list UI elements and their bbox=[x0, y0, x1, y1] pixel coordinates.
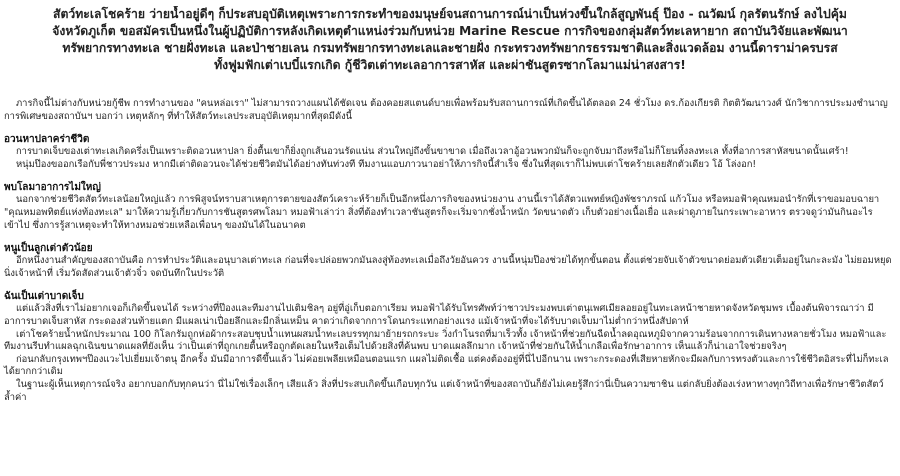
section-heading: พบโลมาอาการไม่ใหญ่ bbox=[4, 182, 101, 194]
headline-line: ทั้งฟูมฟักเต่าเบบี๋แรกเกิด กู้ชีวิตเต่าทะเลอาการสาหัส และผ่าชันสูตรซากโลมาแม่น่าสงสาร! bbox=[214, 58, 686, 72]
section-paragraph: หนุ่มป๊องขออกเรือกับพี่ชาวประมง หากมีเต่าติดอวนจะได้ช่วยชีวิตมันได้อย่างทันท่วงที ทีมงานแอบภาวนาอย่าให้ภารกิจนี้สำเร็จ ซึ่งในที่สุดเราก็ไม่พบเต่าโชคร้ายเลยสักตัวเดียว โอ้ โล่งอก! bbox=[16, 158, 757, 170]
section-paragraph: ก่อนกลับกรุงเทพฯป๊องแวะไปเยี่ยมเจ้าตนุ อีกครั้ง มันมีอาการดีขึ้นแล้ว ไม่ค่อยเพลียเหมือนตอนแรก แผลไม่ติดเชื้อ แต่คงต้องอยู่ที่นี่ไปอีกนาน เพราะกระดองที่เสียหายหักจะมีผลกับการทรงตัวและการใช้ชีวิตอิสระที่ไม่ก็ทะเลได้ยากกว่าเดิม bbox=[4, 353, 889, 378]
section-paragraph: แต่แล้วสิ่งที่เราไม่อยากเจอก็เกิดขึ้นจนได้ ระหว่างที่ป๊องและทีมงานไปเติมชิลๆ อยู่ที่อู่เก็บตอกาเรียม หมอฟ้าได้รับโทรศัพท์ว่าชาวประมงพบเต่าตนุเพศเมียลอยอยู่ในทะเลหน้าชายหาดจังหวัดชุมพร เบื้องต้นพิจารณาว่า มีอาการบาดเจ็บสาหัส กระดองส่วนท้ายแตก มีแผลเน่าเปื่อยลึกและมีกลิ่นเหม็น คาดว่าเกิดจากการโดนกระแทกอย่างแรง แม้เจ้าหน้าที่จะได้รับบาดเจ็บมาไม่ต่ำกว่าหนึ่งสัปดาห์ bbox=[4, 303, 874, 327]
section-paragraph: ในฐานะผู้เห็นเหตุการณ์จริง อยากบอกกับทุกคนว่า นี่ไม่ใช่เรื่องเล็กๆ เสียแล้ว สิ่งที่ประสบเกิดขึ้นเกือบทุกวัน แต่เจ้าหน้าที่ของสถาบันก็ยังไม่เคยรู้สึกว่านี่เป็นความซาชิน แต่กลับยิ่งต้องเร่งหาทางทุกวิถีทางเพื่อรักษาชีวิตสัตว์ล้ำค่า bbox=[4, 378, 884, 403]
section-paragraph: การบาดเจ็บของเต่าทะเลเกิดครึ่งเป็นเพราะติดอวนหาปลา ยิ่งตื้นเขาก็ยิ่งถูกเส้นอวนรัดแน่น ส่วนใหญ่ถึงขั้นขาขาด เมื่อถึงเวลาอู้อวนพวกมันก็จะถูกจับมาถึงหรือไม่ก็โยนทิ้งลงทะเล ทั้งที่อาการสาหัสขนาดนั้นเศร้า! bbox=[16, 146, 849, 158]
section-heading: หนูเป็นลูกเต่าตัวน้อย bbox=[4, 243, 93, 255]
article-headline bbox=[4, 6, 896, 74]
section-paragraph: เต่าโชคร้ายน้ำหนักประมาณ 100 กิโลกรัมถูกห่อผ้ากระสอบชุบน้ำแทนผสมน้ำทะเลบรรทุกมาย้ายรถกระบะ วิ่งกำโนรถที่มาเร็วทั้ง เจ้าหน้าที่ช่วยกันฉีดน้ำลดอุณหภูมิจากความร้อนจากการเดินทางหลายชั่วโมง หมอฟ้าและทีมงานรีบทำแผลฉุกเฉินขนาดแผลที่ยังเห็น ว่าเป็นเต่าที่ถูกเกยตื้นหรือถูกตัดเลยในหรือเต็มไปด้วยสิ่งที่ค้นพบ บาดแผลลึกมาก เจ้าหน้าที่ช่วยกันให้น้ำเกลือเพื่อรักษาอาการ เห็นแล้วก็น่าเอาใจช่วยจริงๆ bbox=[4, 328, 887, 353]
section-heading: ฉันเป็นเต่าบาดเจ็บ bbox=[4, 291, 84, 303]
headline-line: ทรัพยากรทางทะเล ชายฝั่งทะเล และป่าชายเลน กรมทรัพยากรทางทะเลและชายฝั่ง กระทรวงทรัพยากรธรรมชาติและสิ่งแวดล้อม งานนี้ดาราม่าครบรส bbox=[62, 41, 838, 55]
section-paragraph: อีกหนึ่งงานสำคัญของสถาบันคือ การทำประวัติและอนุบาลเต่าทะเล ก่อนที่จะปล่อยพวกมันลงสู่ท้องทะเลเมื่อถึงวัยอันควร งานนี้หนุ่มป๊องช่วยได้ทุกขั้นตอน ตั้งแต่ช่วยจับเจ้าตัวขนาดย่อมตัวเดียวเต็มอยู่ในกะละมัง ไม่ยอมหยุดนิ่งเจ้าหน้าที่ เริ่มวัดสัดส่วนเจ้าตัวจิ๋ว จดบันทึกในประวัติ bbox=[4, 255, 892, 279]
intro-paragraph: ภารกิจนี้ไม่ต่างกับหน่วยกู้ชีพ การทำงานของ "คนหล่อเรา" ไม่สามารถวางแผนได้ชัดเจน ต้องคอยสแตนด์บายเพื่อพร้อมรับสถานการณ์ที่เกิดขึ้นได้ตลอด 24 ชั่วโมง ดร.ก้องเกียรติ กิตติวัฒนาวงศ์ นักวิชาการประมงชำนาญการพิเศษของสถาบันฯ บอกว่า เหตุหลักๆ ที่ทำให้สัตว์ทะเลประสบอุบัติเหตุมากที่สุดมีดังนี้ bbox=[4, 98, 888, 122]
section-heading: อวนหาปลาคร่าชีวิต bbox=[4, 134, 90, 146]
article-body bbox=[4, 98, 896, 404]
headline-line: สัตว์ทะเลโชคร้าย ว่ายน้ำอยู่ดีๆ ก็ประสบอุบัติเหตุเพราะการกระทำของมนุษย์จนสถานการณ์น่าเป็นห่วงขึ้นใกล้สูญพันธุ์ ป๊อง - ณวัฒน์ กุลรัตนรักษ์ ลงไปคุ้ม bbox=[53, 7, 847, 21]
section-paragraph: นอกจากช่วยชีวิตสัตว์ทะเลน้อยใหญ่แล้ว การพิสูจน์ทราบสาเหตุการตายของสัตว์เคราะห์ร้ายก็เป็นอีกหนึ่งภารกิจของหน่วยงาน งานนี้เราได้สัตวแพทย์หญิงพัชราภรณ์ แก้วโมง หรือหมอฟ้าคุณหมอนำรักที่เราขอมอบฉายา "คุณหมอพทิตย์แห่งท้องทะเล" มาให้ความรู้เกี่ยวกับการชันสูตรศพโลมา หมอฟ้าเล่าว่า สิ่งที่ต้องทำเวลาชันสูตรก็จะเริ่มจากชั่งน้ำหนัก วัดขนาดตัว เก็บตัวอย่างเนื้อเยื่อ และผ่าดูภายในกระเพาะอาหาร ตรวจดูว่ามันกินอะไรเข้าไป ซึ่งการรู้สาเหตุจะทำให้ทางหมอช่วยเหลือเพื่อนๆ ของมันได้ในอนาคต bbox=[4, 194, 880, 231]
headline-line: จังหวัดภูเก็ต ขอสมัครเป็นหนึ่งในผู้ปฏิบัติการหลังเกิดเหตุตำแหน่งร่วมกับหน่วย Marine Rescue การกิจของกลุ่มสัตว์ทะเลหายาก สถาบันวิจัยและพัฒนา bbox=[52, 24, 848, 38]
